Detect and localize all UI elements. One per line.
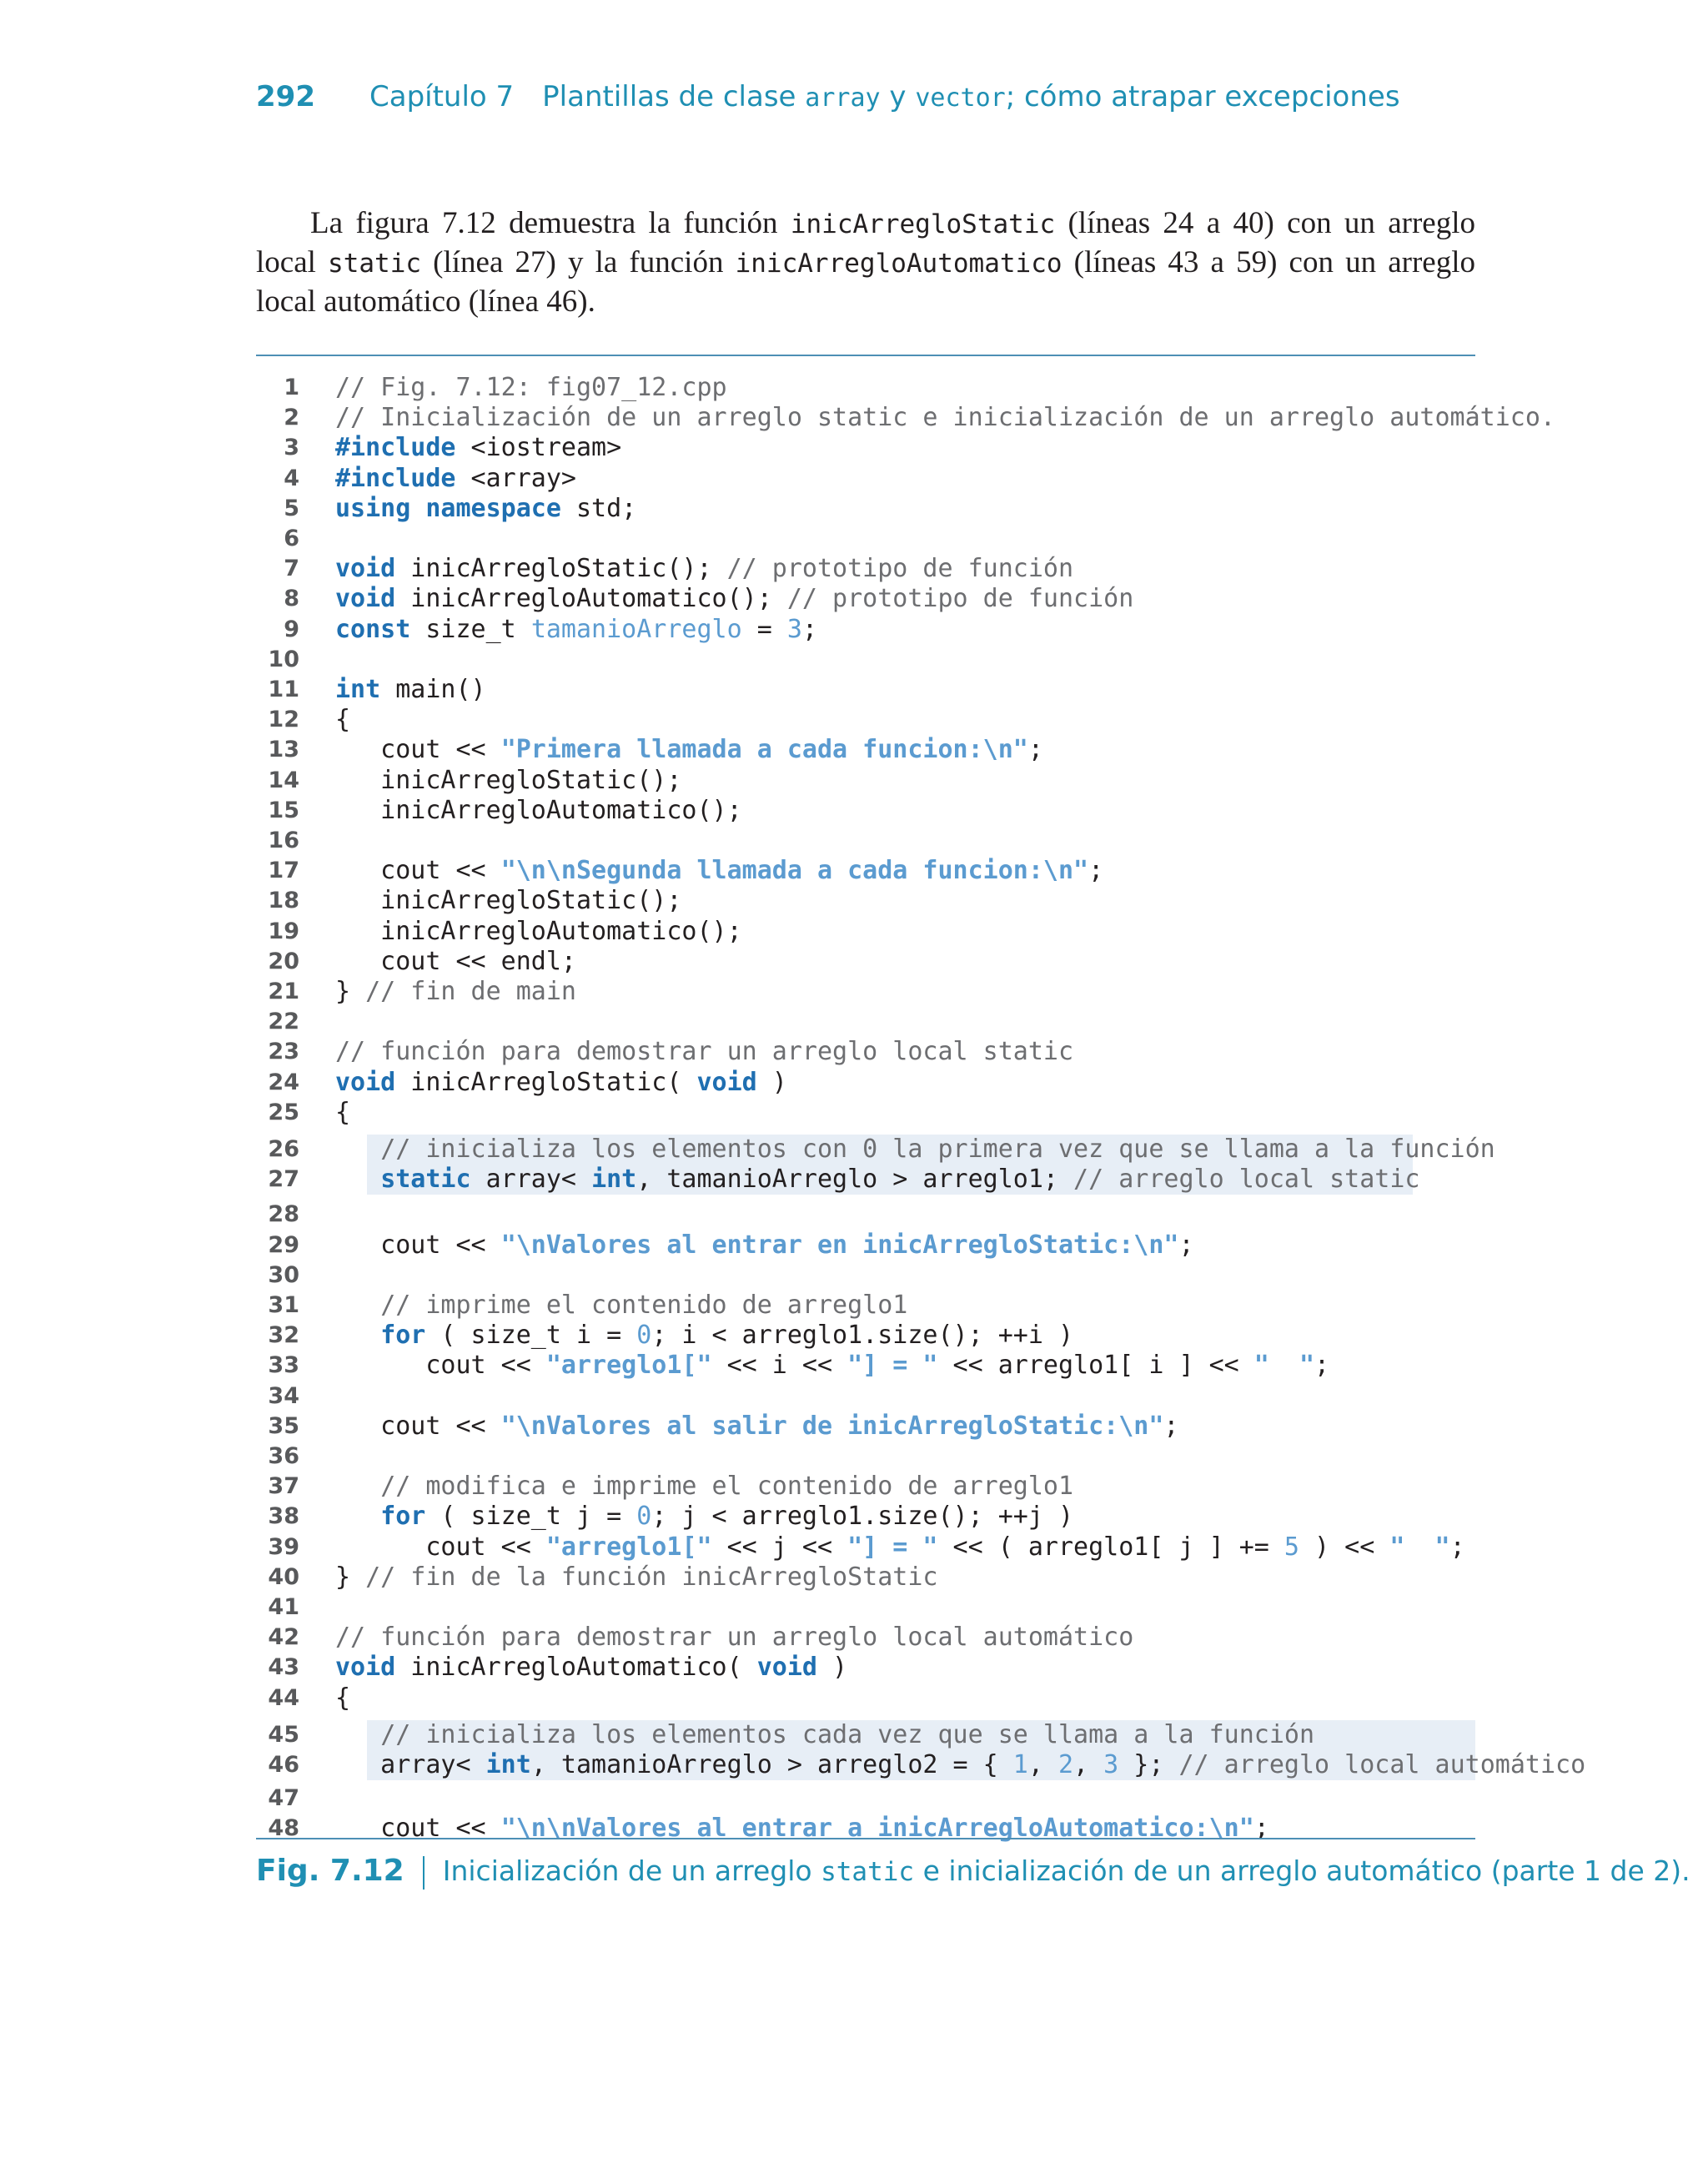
code-line: [256, 1291, 1475, 1321]
code-line: [256, 1653, 1475, 1683]
line-number: 11: [268, 677, 299, 702]
code-line: [256, 1472, 1475, 1502]
code-text: void inicArregloStatic(); // prototipo de función: [335, 554, 1074, 584]
line-number: 2: [284, 405, 299, 431]
code-line: [256, 1200, 1475, 1230]
code-text: // Inicialización de un arreglo static e inicialización de un arreglo automático.: [335, 403, 1555, 433]
code-line: [256, 1532, 1475, 1563]
intro-code-3: inicArregloAutomatico: [735, 249, 1062, 279]
code-text: cout << "\n\nValores al entrar a inicArregloAutomatico:\n";: [335, 1814, 1269, 1844]
line-number: 33: [268, 1352, 299, 1379]
code-text: // modifica e imprime el contenido de arreglo1: [380, 1472, 1074, 1502]
line-number: 31: [268, 1292, 299, 1318]
line-number: 25: [268, 1099, 299, 1125]
line-number: 34: [268, 1382, 299, 1409]
code-text: #include <array>: [335, 463, 576, 493]
code-line: [256, 1165, 1475, 1195]
code-line: [256, 524, 1475, 554]
line-number: 20: [268, 948, 299, 974]
code-line: [256, 766, 1475, 796]
code-line: [256, 856, 1475, 886]
code-line: [256, 917, 1475, 947]
line-number: 12: [268, 707, 299, 733]
top-rule: [256, 355, 1475, 356]
line-number: 16: [268, 828, 299, 853]
code-text: cout << "arreglo1[" << i << "] = " << arreglo1[ i ] << " ";: [335, 1351, 1330, 1381]
code-line: [256, 1623, 1475, 1653]
line-number: 1: [284, 375, 299, 400]
line-number: 3: [284, 435, 299, 461]
line-number: 7: [284, 556, 299, 582]
code-line: [256, 1683, 1475, 1714]
code-line: [256, 886, 1475, 916]
code-line: [256, 1351, 1475, 1381]
intro-text-2: (líneas 24 a 40) con un arreglo local: [256, 206, 1475, 279]
code-line: [256, 675, 1475, 705]
code-text: {: [335, 1097, 351, 1127]
code-line: [256, 1750, 1586, 1780]
line-number: 36: [268, 1443, 299, 1469]
code-line: [256, 645, 1475, 675]
code-line: [256, 494, 1475, 524]
chapter-label: Capítulo 7: [369, 80, 515, 113]
code-text: {: [335, 1683, 351, 1713]
intro-text-4: (líneas 43 a 59) con un arreglo local automático (línea 46).: [256, 245, 1476, 319]
code-listing: [256, 373, 1586, 1844]
line-number: 40: [268, 1563, 299, 1590]
chapter-title: [369, 80, 1400, 113]
line-number: 32: [268, 1322, 299, 1349]
line-number: 41: [268, 1594, 299, 1620]
line-number: 9: [284, 616, 299, 642]
bottom-rule: [256, 1838, 1475, 1839]
code-line: [256, 947, 1475, 977]
line-number: 19: [268, 918, 299, 944]
code-line: [256, 1135, 1495, 1165]
code-line: [256, 1037, 1475, 1067]
figure-label: Fig. 7.12: [256, 1854, 404, 1888]
line-number: 17: [268, 858, 299, 884]
code-text: // Fig. 7.12: fig07_12.cpp: [335, 373, 727, 402]
code-line: [256, 977, 1475, 1007]
caption-text-2: e inicialización de un arreglo automático (parte 1 de 2).: [914, 1854, 1690, 1887]
code-line: [256, 554, 1475, 584]
code-text: cout << "arreglo1[" << j << "] = " << ( arreglo1[ j ] += 5 ) << " ";: [335, 1532, 1465, 1562]
code-text: void inicArregloAutomatico(); // prototipo de función: [335, 584, 1134, 614]
code-text: void inicArregloAutomatico( void ): [335, 1653, 848, 1683]
caption-text-1: Inicialización de un arreglo: [442, 1854, 821, 1887]
title-code-1: array: [805, 83, 881, 113]
line-number: 42: [268, 1624, 299, 1651]
title-text-1: Plantillas de clase: [542, 80, 806, 113]
code-text: inicArregloAutomatico();: [335, 795, 742, 825]
code-line: [256, 373, 1475, 403]
code-line: [256, 826, 1475, 856]
line-number: 39: [268, 1533, 299, 1560]
line-number: 46: [268, 1752, 299, 1778]
code-line: [256, 1261, 1475, 1291]
code-line: [256, 464, 1475, 494]
code-line: [256, 584, 1475, 614]
line-number: 38: [268, 1503, 299, 1530]
line-number: 22: [268, 1009, 299, 1035]
code-text: static array< int, tamanioArreglo > arreglo1; // arreglo local static: [380, 1165, 1420, 1195]
code-text: // inicializa los elementos con 0 la primera vez que se llama a la función: [380, 1135, 1495, 1164]
line-number: 10: [268, 646, 299, 672]
code-text: // imprime el contenido de arreglo1: [380, 1291, 908, 1320]
line-number: 27: [268, 1166, 299, 1193]
code-text: array< int, tamanioArreglo > arreglo2 = { 1, 2, 3 }; // arreglo local automático: [335, 1750, 1586, 1779]
code-line: [256, 615, 1475, 645]
line-number: 35: [268, 1412, 299, 1439]
figure-caption: [256, 1854, 1690, 1890]
caption-separator: [423, 1856, 424, 1890]
code-text: for ( size_t j = 0; j < arreglo1.size(); ++j ): [380, 1502, 1074, 1532]
code-text: inicArregloStatic();: [335, 765, 682, 795]
code-text: inicArregloAutomatico();: [335, 916, 742, 946]
code-line: [256, 796, 1475, 826]
code-line: [256, 735, 1475, 765]
code-line: [256, 1412, 1475, 1442]
title-code-2: vector: [915, 83, 1006, 113]
code-line: [256, 1593, 1475, 1623]
caption-code: static: [821, 1857, 915, 1887]
line-number: 21: [268, 979, 299, 1004]
line-number: 45: [268, 1721, 299, 1748]
code-text: int main(): [335, 675, 486, 704]
line-number: 5: [284, 495, 299, 521]
line-number: 18: [268, 888, 299, 914]
line-number: 43: [268, 1654, 299, 1681]
line-number: 47: [268, 1785, 299, 1812]
code-text: cout << "\nValores al salir de inicArregloStatic:\n";: [335, 1411, 1179, 1441]
intro-code-2: static: [328, 249, 422, 279]
title-text-3: ; cómo atrapar excepciones: [1005, 80, 1400, 113]
code-text: // inicializa los elementos cada vez que se llama a la función: [380, 1719, 1315, 1749]
code-text: for ( size_t i = 0; i < arreglo1.size(); ++i ): [380, 1321, 1074, 1351]
intro-text-3: (línea 27) y la función: [421, 245, 736, 279]
code-line: [256, 1784, 1475, 1814]
code-line: [256, 1720, 1475, 1750]
code-text: cout << endl;: [335, 946, 576, 976]
code-line: [256, 1381, 1475, 1412]
code-line: [256, 1563, 1475, 1593]
code-text: } // fin de la función inicArregloStatic: [335, 1562, 938, 1592]
line-number: 8: [284, 586, 299, 612]
line-number: 37: [268, 1473, 299, 1500]
intro-text-1: La figura 7.12 demuestra la función: [310, 206, 791, 240]
code-text: inicArregloStatic();: [335, 886, 682, 916]
intro-paragraph: [256, 204, 1475, 320]
line-number: 23: [268, 1039, 299, 1065]
code-text: cout << "Primera llamada a cada funcion:\n";: [335, 735, 1043, 765]
code-line: [256, 705, 1475, 735]
code-line: [256, 1007, 1475, 1037]
code-text: void inicArregloStatic( void ): [335, 1067, 787, 1097]
code-text: const size_t tamanioArreglo = 3;: [335, 614, 817, 644]
code-line: [256, 433, 1475, 463]
line-number: 14: [268, 767, 299, 793]
intro-code-1: inicArregloStatic: [790, 209, 1056, 239]
code-line: [256, 1502, 1475, 1532]
code-line: [256, 1321, 1475, 1351]
line-number: 28: [268, 1201, 299, 1228]
line-number: 6: [284, 526, 299, 551]
title-text-2: y: [880, 80, 916, 113]
code-text: } // fin de main: [335, 977, 576, 1006]
line-number: 30: [268, 1261, 299, 1288]
code-text: // función para demostrar un arreglo local static: [335, 1037, 1074, 1067]
code-text: {: [335, 705, 351, 735]
running-header: [256, 80, 1541, 122]
code-text: using namespace std;: [335, 493, 637, 523]
page-number: 292: [256, 80, 315, 113]
code-text: #include <iostream>: [335, 433, 622, 463]
code-text: cout << "\n\nSegunda llamada a cada funcion:\n";: [335, 856, 1104, 886]
code-text: // función para demostrar un arreglo local automático: [335, 1623, 1134, 1653]
code-line: [256, 1068, 1475, 1098]
line-number: 29: [268, 1231, 299, 1258]
code-line: [256, 1442, 1475, 1472]
line-number: 26: [268, 1136, 299, 1162]
code-line: [256, 1230, 1475, 1261]
line-number: 15: [268, 797, 299, 823]
code-line: [256, 1098, 1475, 1128]
line-number: 44: [268, 1684, 299, 1711]
line-number: 13: [268, 737, 299, 763]
line-number: 48: [268, 1815, 299, 1842]
code-text: cout << "\nValores al entrar en inicArregloStatic:\n";: [335, 1230, 1194, 1260]
code-line: [256, 403, 1555, 433]
line-number: 24: [268, 1069, 299, 1095]
line-number: 4: [284, 465, 299, 491]
